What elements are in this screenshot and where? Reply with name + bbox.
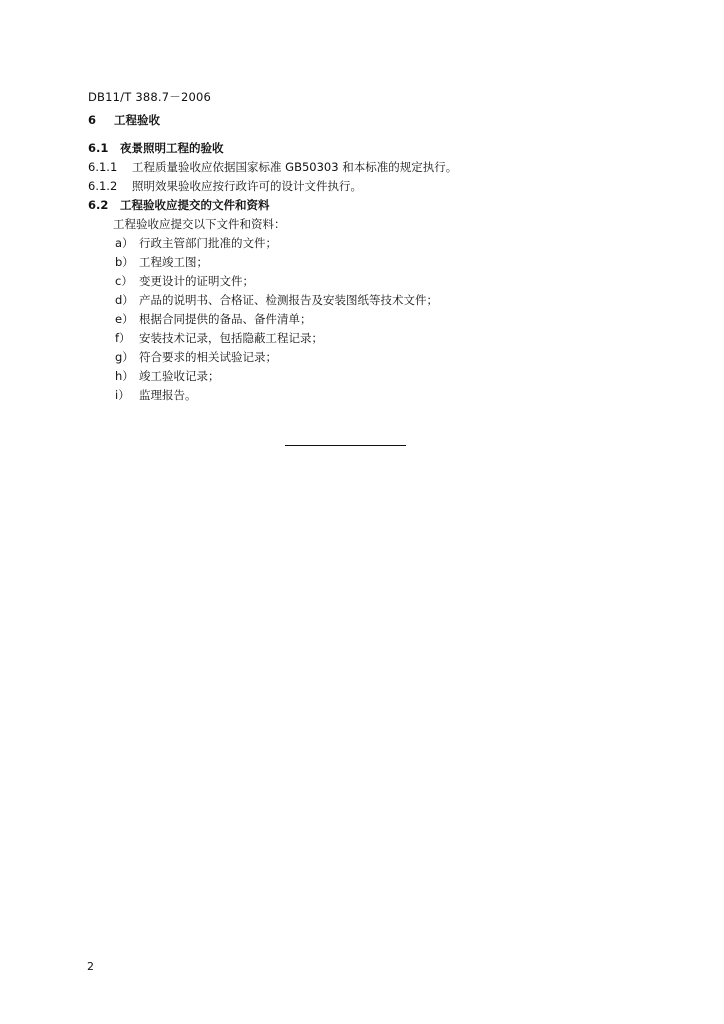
clause-6-1-2 (88, 179, 362, 193)
item-label: a） (115, 236, 134, 250)
list-item (115, 312, 312, 326)
item-label: e） (115, 312, 134, 326)
subsection-number: 6.2 (88, 198, 109, 212)
item-label: i） (115, 388, 130, 402)
subsection-title: 夜景照明工程的验收 (120, 141, 224, 155)
item-text: 行政主管部门批准的文件； (139, 236, 277, 250)
list-item (115, 255, 208, 269)
item-label: g） (115, 350, 134, 364)
clause-6-1-1 (88, 160, 457, 174)
clause-number: 6.1.2 (88, 179, 118, 193)
item-text: 根据合同提供的备品、备件清单； (139, 312, 312, 326)
end-rule (285, 445, 406, 446)
item-text: 竣工验收记录； (139, 369, 220, 383)
list-item (115, 331, 323, 345)
subsection-title: 工程验收应提交的文件和资料 (120, 198, 270, 212)
item-text: 符合要求的相关试验记录； (139, 350, 277, 364)
list-item (115, 236, 277, 250)
clause-number: 6.1.1 (88, 160, 118, 174)
item-text: 产品的说明书、合格证、检测报告及安装图纸等技术文件； (139, 293, 438, 307)
item-label: d） (115, 293, 134, 307)
list-item (115, 388, 197, 402)
intro-paragraph: 工程验收应提交以下文件和资料： (113, 217, 286, 231)
clause-text: 照明效果验收应按行政许可的设计文件执行。 (132, 179, 362, 193)
item-text: 工程竣工图； (139, 255, 208, 269)
section-6-heading (88, 113, 160, 127)
section-number: 6 (88, 113, 97, 127)
item-text: 监理报告。 (139, 388, 197, 402)
list-item (115, 350, 277, 364)
item-label: h） (115, 369, 134, 383)
subsection-6-2-heading (88, 198, 270, 212)
item-label: b） (115, 255, 134, 269)
list-item (115, 274, 254, 288)
clause-text: 工程质量验收应依据国家标准 GB50303 和本标准的规定执行。 (132, 160, 458, 174)
item-label: c） (115, 274, 133, 288)
section-title: 工程验收 (114, 113, 160, 127)
subsection-6-1-heading (88, 141, 224, 155)
subsection-number: 6.1 (88, 141, 109, 155)
item-text: 变更设计的证明文件； (139, 274, 254, 288)
page-number: 2 (87, 960, 94, 973)
item-label: f） (115, 331, 131, 345)
item-text: 安装技术记录，包括隐蔽工程记录； (139, 331, 323, 345)
list-item (115, 293, 438, 307)
document-code: DB11/T 388.7－2006 (88, 90, 212, 104)
list-item (115, 369, 220, 383)
